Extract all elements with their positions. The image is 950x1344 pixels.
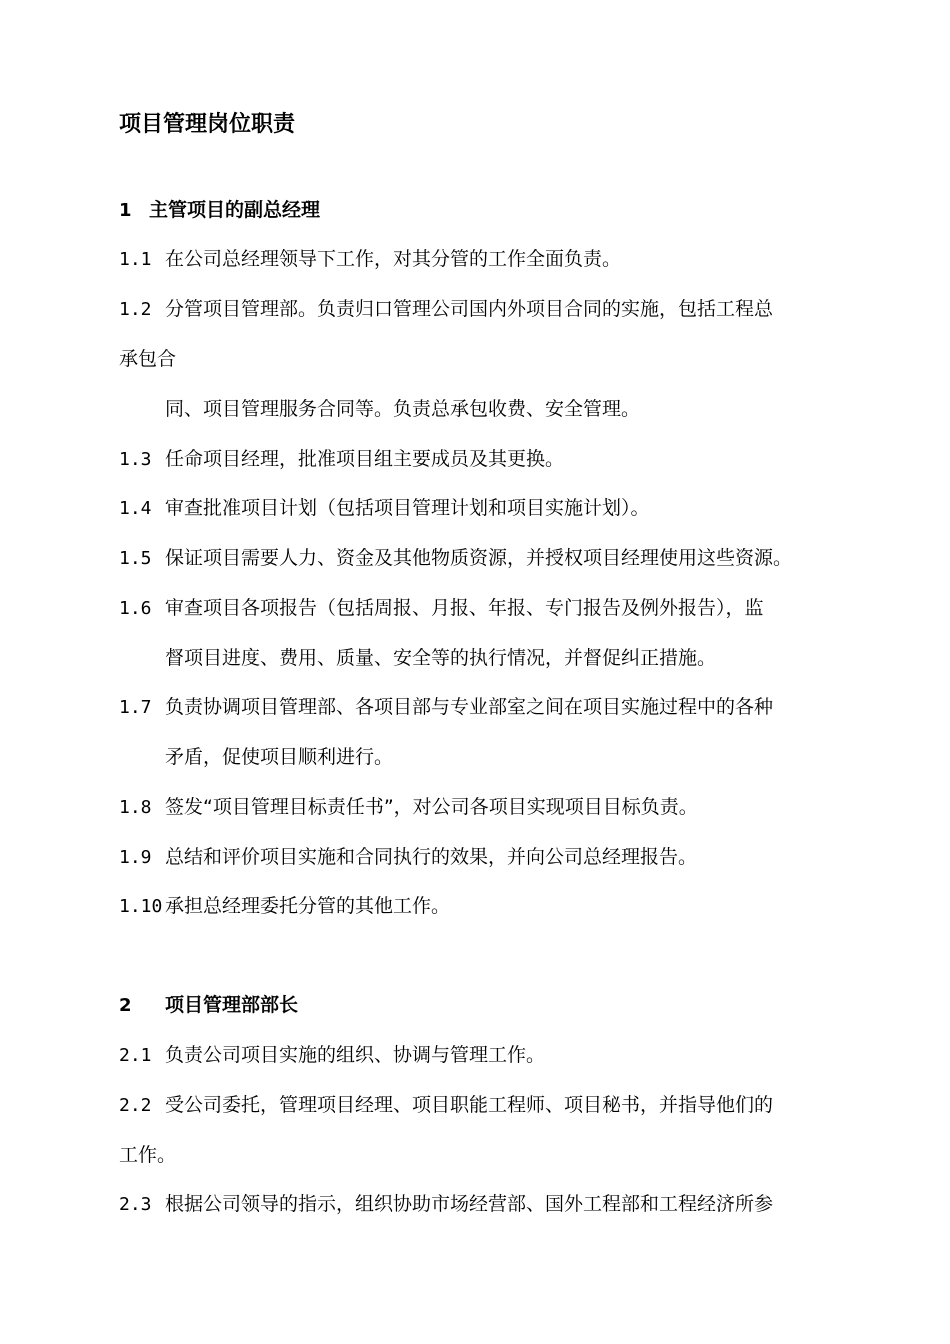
section-title: 主管项目的副总经理 — [149, 199, 321, 221]
clause-text: 负责公司项目实施的组织、协调与管理工作。 — [165, 1044, 546, 1066]
clause-1-2-continuation: 同、项目管理服务合同等。负责总承包收费、安全管理。 — [165, 398, 641, 420]
clause-text: 签发“项目管理目标责任书”，对公司各项目实现项目目标负责。 — [165, 796, 698, 818]
clause-2-2 — [119, 1090, 773, 1121]
clause-1-7 — [119, 692, 773, 723]
clause-1-2 — [119, 294, 773, 325]
clause-number: 1.9 — [119, 847, 152, 868]
clause-1-3 — [119, 444, 564, 475]
clause-number: 2.3 — [119, 1194, 152, 1215]
section-heading-2 — [119, 990, 298, 1021]
clause-2-2-continuation: 工作。 — [119, 1144, 177, 1166]
clause-number: 1.10 — [119, 896, 163, 917]
clause-text: 审查项目各项报告（包括周报、月报、年报、专门报告及例外报告），监 — [165, 597, 764, 619]
clause-number: 1.1 — [119, 249, 152, 270]
clause-text: 总结和评价项目实施和合同执行的效果，并向公司总经理报告。 — [165, 846, 698, 868]
section-number: 2 — [119, 995, 132, 1016]
clause-number: 1.5 — [119, 548, 152, 569]
clause-text: 保证项目需要人力、资金及其他物质资源，并授权项目经理使用这些资源。 — [165, 547, 793, 569]
clause-number: 1.8 — [119, 797, 152, 818]
clause-number: 1.7 — [119, 697, 152, 718]
clause-1-7-continuation: 矛盾，促使项目顺利进行。 — [165, 746, 394, 768]
clause-number: 2.2 — [119, 1095, 152, 1116]
clause-text: 审查批准项目计划（包括项目管理计划和项目实施计划）。 — [165, 497, 650, 519]
clause-text: 承担总经理委托分管的其他工作。 — [165, 895, 451, 917]
clause-1-4 — [119, 493, 650, 524]
clause-1-2-continuation: 承包合 — [119, 348, 177, 370]
clause-1-10 — [119, 891, 450, 922]
clause-1-1 — [119, 244, 621, 275]
clause-text: 分管项目管理部。负责归口管理公司国内外项目合同的实施，包括工程总 — [165, 298, 774, 320]
section-title: 项目管理部部长 — [165, 994, 299, 1016]
clause-2-1 — [119, 1040, 545, 1071]
clause-1-6-continuation: 督项目进度、费用、质量、安全等的执行情况，并督促纠正措施。 — [165, 647, 717, 669]
clause-number: 1.6 — [119, 598, 152, 619]
clause-number: 2.1 — [119, 1045, 152, 1066]
clause-text: 受公司委托，管理项目经理、项目职能工程师、项目秘书，并指导他们的 — [165, 1094, 774, 1116]
clause-number: 1.3 — [119, 449, 152, 470]
clause-number: 1.2 — [119, 299, 152, 320]
section-number: 1 — [119, 200, 132, 221]
clause-text: 负责协调项目管理部、各项目部与专业部室之间在项目实施过程中的各种 — [165, 696, 774, 718]
clause-1-6 — [119, 593, 764, 624]
clause-2-3 — [119, 1189, 773, 1220]
clause-text: 根据公司领导的指示，组织协助市场经营部、国外工程部和工程经济所参 — [165, 1193, 774, 1215]
document-title: 项目管理岗位职责 — [119, 112, 296, 137]
clause-text: 在公司总经理领导下工作，对其分管的工作全面负责。 — [165, 248, 622, 270]
clause-1-8 — [119, 792, 698, 823]
section-heading-1 — [119, 195, 320, 226]
clause-text: 任命项目经理，批准项目组主要成员及其更换。 — [165, 448, 565, 470]
clause-1-9 — [119, 842, 697, 873]
clause-1-5 — [119, 543, 792, 574]
clause-number: 1.4 — [119, 498, 152, 519]
